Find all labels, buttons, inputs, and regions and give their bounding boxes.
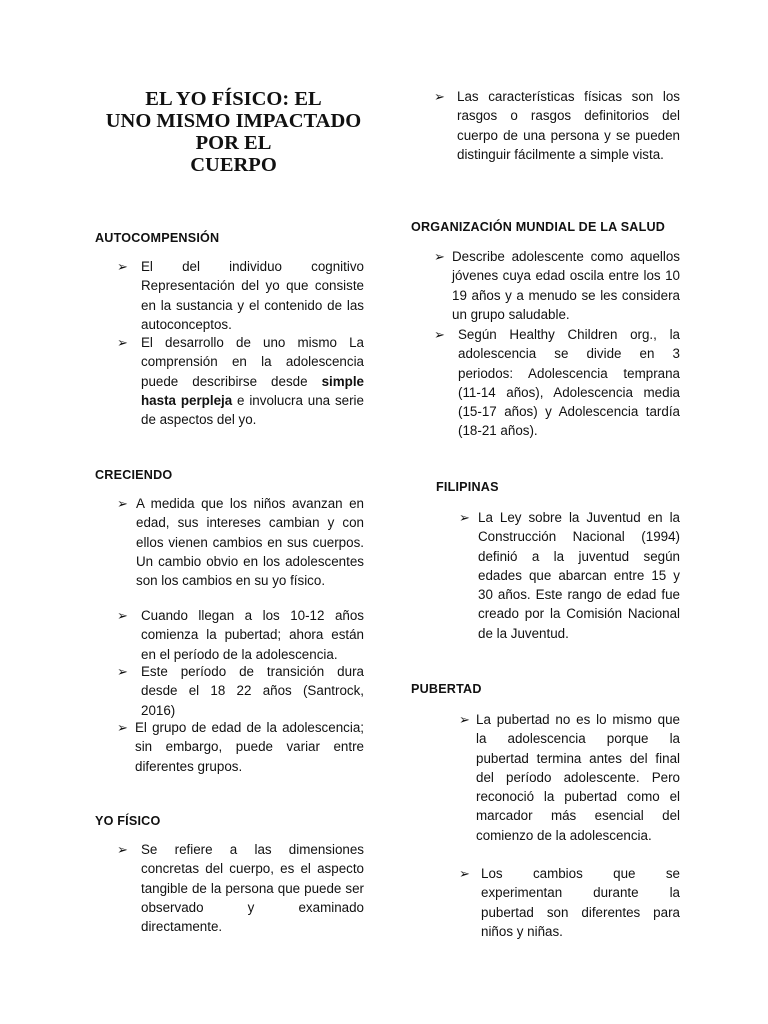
list-item-text: El grupo de edad de la adolescencia; sin embargo, puede variar entre diferentes grupos. [135,720,364,774]
heading-filipinas: FILIPINAS [436,480,499,494]
list-item [458,325,680,441]
list-item [136,494,364,590]
list-item [481,864,680,941]
bullet-icon: ➢ [434,327,445,342]
bullet-icon: ➢ [459,712,470,727]
list-item [141,333,364,429]
heading-autocompension: AUTOCOMPENSIÓN [95,231,220,245]
bullet-icon: ➢ [117,842,128,857]
list-item-text: Describe adolescente como aquellos jóvenes cuya edad oscila entre los 10 19 años y a menudo se les considera un grupo saludable. [452,249,680,322]
list-item-text: A medida que los niños avanzan en edad, sus intereses cambian y con ellos vienen cambios en sus cuerpos. Un cambio obvio en los adolescentes son los cambios en su yo físico. [136,496,364,589]
bullet-icon: ➢ [434,249,445,264]
list-item-text: El del individuo cognitivo Representación del yo que consiste en la sustancia y el contenido de las autoconceptos. [141,259,364,332]
heading-oms: ORGANIZACIÓN MUNDIAL DE LA SALUD [411,220,666,234]
title-line: CUERPO [190,154,277,176]
bullet-icon: ➢ [459,866,470,881]
list-item-text: Los cambios que se experimentan durante la pubertad son diferentes para niños y niñas. [481,866,680,939]
list-item [141,257,364,334]
bullet-icon: ➢ [117,496,128,511]
list-item-text: Se refiere a las dimensiones concretas del cuerpo, es el aspecto tangible de la persona que puede ser observado y examinado directamente. [141,842,364,935]
list-item [452,247,680,324]
page-title [96,88,371,176]
list-item [141,662,364,720]
list-item-text: Este período de transición dura desde el 18 22 años (Santrock, 2016) [141,664,364,718]
heading-creciendo: CRECIENDO [95,468,173,482]
list-item-text: Las características físicas son los rasgos o rasgos definitorios del cuerpo de una persona y se pueden distinguir fácilmente a simple vista. [457,89,680,162]
title-line: EL YO FÍSICO: EL [145,88,322,110]
title-line: POR EL [195,132,272,154]
heading-pubertad: PUBERTAD [411,682,482,696]
list-item [457,87,680,164]
list-item-text: Cuando llegan a los 10-12 años comienza la pubertad; ahora están en el período de la adolescencia. [141,608,364,662]
bullet-icon: ➢ [117,720,128,735]
heading-yo-fisico: YO FÍSICO [95,814,161,828]
list-item [478,508,680,643]
bullet-icon: ➢ [434,89,445,104]
list-item [135,718,364,776]
list-item-text: La pubertad no es lo mismo que la adolescencia porque la pubertad termina antes del final del período adolescente. Pero reconoció la pubertad como el marcador más esencial del comienzo de la adolescencia. [476,712,680,843]
bullet-icon: ➢ [459,510,470,525]
bullet-icon: ➢ [117,664,128,679]
title-line: UNO MISMO IMPACTADO [105,110,362,132]
list-item [141,606,364,664]
bullet-icon: ➢ [117,608,128,623]
list-item-text: El desarrollo de uno mismo La comprensión en la adolescencia puede describirse desde simple hasta perpleja e involucra una serie de aspectos del yo. [141,335,364,428]
list-item [141,840,364,936]
list-item [476,710,680,845]
bullet-icon: ➢ [117,335,128,350]
list-item-text: La Ley sobre la Juventud en la Construcción Nacional (1994) definió a la juventud según edades que abarcan entre 15 y 30 años. Este rango de edad fue creado por la Comisión Nacional de la Juventud. [478,510,680,641]
list-item-text: Según Healthy Children org., la adolescencia se divide en 3 periodos: Adolescencia temprana (11-14 años), Adolescencia media (15-17 años) y Adolescencia tardía (18-21 años). [458,327,680,439]
bullet-icon: ➢ [117,259,128,274]
